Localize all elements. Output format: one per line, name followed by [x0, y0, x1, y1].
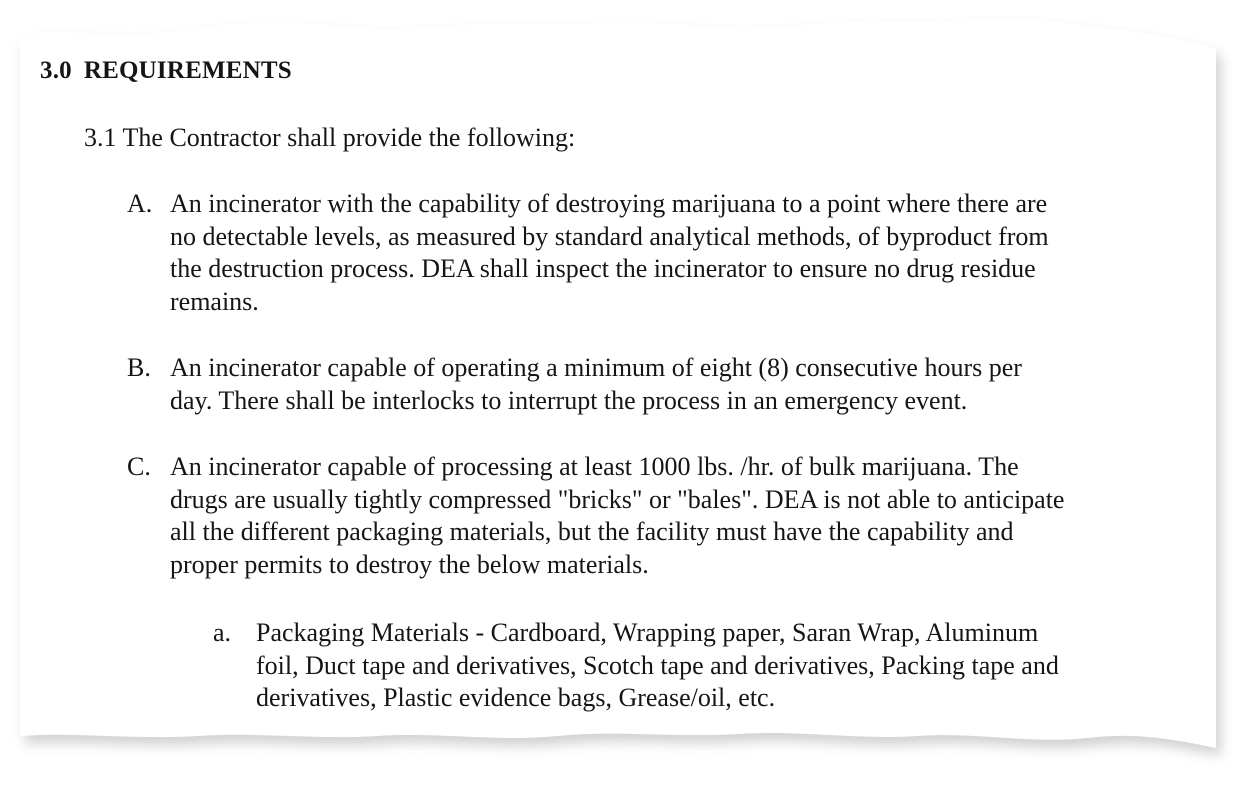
subsection-intro: 3.1 The Contractor shall provide the following:: [84, 123, 576, 152]
subitem-line: derivatives, Plastic evidence bags, Grease/oil, etc.: [256, 683, 776, 712]
item-line: the destruction process. DEA shall inspect the incinerator to ensure no drug residue: [170, 254, 1036, 283]
item-line: all the different packaging materials, but the facility must have the capability and: [170, 517, 1014, 546]
item-line: drugs are usually tightly compressed "bricks" or "bales". DEA is not able to anticipate: [170, 484, 1065, 514]
section-title: REQUIREMENTS: [83, 57, 292, 84]
item-text: [170, 451, 1064, 581]
item-line: proper permits to destroy the below materials.: [170, 549, 649, 579]
subitem-line: foil, Duct tape and derivatives, Scotch tape and derivatives, Packing tape and: [256, 650, 1059, 680]
item-line: no detectable levels, as measured by standard analytical methods, of byproduct from: [170, 221, 1049, 251]
item-line: An incinerator capable of processing at least 1000 lbs. /hr. of bulk marijuana. The: [170, 452, 1019, 481]
subitem-text: [256, 617, 1059, 715]
subitem-line: Packaging Materials - Cardboard, Wrapping paper, Saran Wrap, Aluminum: [256, 618, 1039, 647]
item-line: remains.: [170, 286, 259, 316]
subitem-marker: a.: [213, 618, 232, 647]
item-text: [170, 188, 1049, 318]
item-text: [170, 352, 1022, 417]
section-number: 3.0: [40, 57, 72, 84]
item-marker: B.: [127, 353, 151, 382]
section-heading: [40, 57, 292, 85]
item-marker: C.: [127, 452, 151, 481]
item-line: An incinerator with the capability of destroying marijuana to a point where there are: [170, 189, 1048, 218]
item-line: day. There shall be interlocks to interrupt the process in an emergency event.: [170, 385, 968, 415]
item-line: An incinerator capable of operating a minimum of eight (8) consecutive hours per: [170, 353, 1022, 382]
item-marker: A.: [127, 189, 153, 218]
